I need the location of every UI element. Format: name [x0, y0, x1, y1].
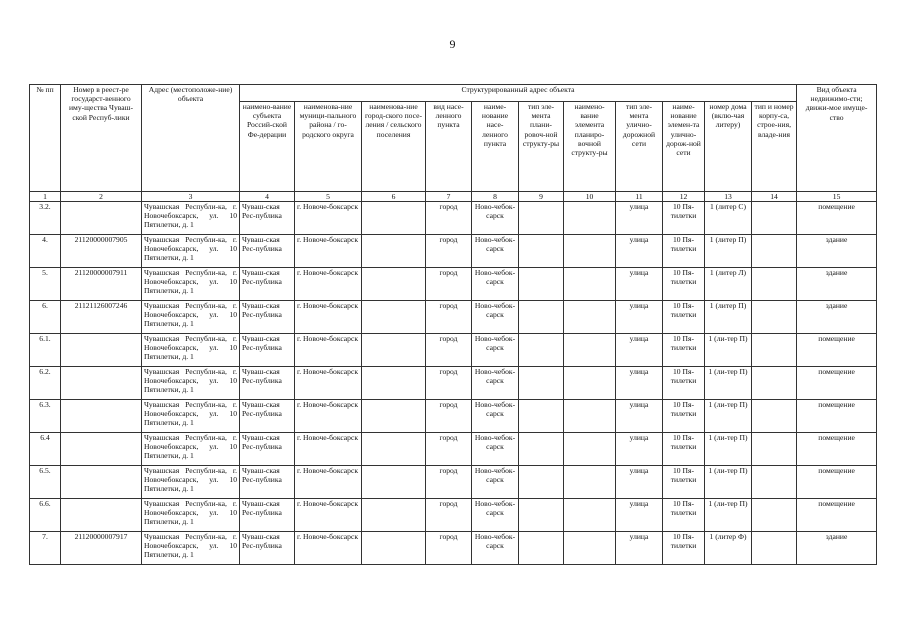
subject-name-cell: Чуваш-ская Рес-публика: [240, 202, 295, 235]
street-name-cell: 10 Пя-тилетки: [663, 466, 705, 499]
address-cell: Чувашская Республи-ка, г. Новочебоксарск, ул. 10 Пятилетки, д. 1: [142, 301, 240, 334]
table-row: [30, 202, 877, 235]
header-locality-type: вид насе-ленного пункта: [426, 102, 472, 192]
planning-name-cell: [564, 301, 616, 334]
street-type-cell: улица: [616, 334, 663, 367]
street-type-cell: улица: [616, 433, 663, 466]
header-planning-type: тип эле-мента плани-ровоч-ной структу-ры: [519, 102, 564, 192]
building-number-cell: [752, 466, 797, 499]
street-type-cell: улица: [616, 235, 663, 268]
planning-name-cell: [564, 499, 616, 532]
planning-name-cell: [564, 235, 616, 268]
settlement-name-cell: [362, 367, 426, 400]
registry-number-cell: [61, 466, 142, 499]
settlement-name-cell: [362, 268, 426, 301]
column-number: 13: [705, 192, 752, 202]
street-name-cell: 10 Пя-тилетки: [663, 433, 705, 466]
address-cell: Чувашская Республи-ка, г. Новочебоксарск, ул. 10 Пятилетки, д. 1: [142, 367, 240, 400]
street-name-cell: 10 Пя-тилетки: [663, 400, 705, 433]
page-number: 9: [449, 37, 456, 51]
subject-name-cell: Чуваш-ская Рес-публика: [240, 235, 295, 268]
table-row: [30, 433, 877, 466]
header-street-name: наиме-нование элемен-та улично-дорож-ной сети: [663, 102, 705, 192]
planning-type-cell: [519, 466, 564, 499]
building-number-cell: [752, 301, 797, 334]
header-municipal: наименова-ние муници-пального района / го-родского округа: [295, 102, 362, 192]
address-cell: Чувашская Республи-ка, г. Новочебоксарск, ул. 10 Пятилетки, д. 1: [142, 235, 240, 268]
locality-name-cell: Ново-чебок-сарск: [472, 367, 519, 400]
settlement-name-cell: [362, 334, 426, 367]
column-number: 9: [519, 192, 564, 202]
registry-number-cell: [61, 400, 142, 433]
street-name-cell: 10 Пя-тилетки: [663, 301, 705, 334]
street-name-cell: 10 Пя-тилетки: [663, 202, 705, 235]
house-number-cell: 1 (литер П): [705, 301, 752, 334]
house-number-cell: 1 (ли-тер П): [705, 367, 752, 400]
planning-type-cell: [519, 532, 564, 565]
subject-name-cell: Чуваш-ская Рес-публика: [240, 433, 295, 466]
header-locality-name: наиме-нование насе-ленного пункта: [472, 102, 519, 192]
locality-name-cell: Ново-чебок-сарск: [472, 334, 519, 367]
house-number-cell: 1 (ли-тер П): [705, 499, 752, 532]
table-row: [30, 301, 877, 334]
locality-name-cell: Ново-чебок-сарск: [472, 268, 519, 301]
street-type-cell: улица: [616, 301, 663, 334]
object-kind-cell: здание: [797, 532, 877, 565]
header-registry-number: Номер в реест-ре государст-венного иму-щества Чуваш-ской Респуб-лики: [61, 85, 142, 192]
planning-name-cell: [564, 400, 616, 433]
subject-name-cell: Чуваш-ская Рес-публика: [240, 334, 295, 367]
column-number: 10: [564, 192, 616, 202]
settlement-name-cell: [362, 301, 426, 334]
subject-name-cell: Чуваш-ская Рес-публика: [240, 499, 295, 532]
object-kind-cell: помещение: [797, 400, 877, 433]
header-building: тип и номер корпу-са, строе-ния, владе-ния: [752, 102, 797, 192]
column-number: 5: [295, 192, 362, 202]
locality-type-cell: город: [426, 499, 472, 532]
planning-name-cell: [564, 334, 616, 367]
house-number-cell: 1 (ли-тер П): [705, 400, 752, 433]
row-number-cell: 4.: [30, 235, 61, 268]
column-number: 8: [472, 192, 519, 202]
municipal-name-cell: г. Новоче-боксарск: [295, 202, 362, 235]
settlement-name-cell: [362, 202, 426, 235]
header-settlement: наименова-ние город-ского посе-ления / сельского поселения: [362, 102, 426, 192]
street-type-cell: улица: [616, 400, 663, 433]
building-number-cell: [752, 499, 797, 532]
subject-name-cell: Чуваш-ская Рес-публика: [240, 532, 295, 565]
registry-number-cell: [61, 202, 142, 235]
building-number-cell: [752, 268, 797, 301]
municipal-name-cell: г. Новоче-боксарск: [295, 532, 362, 565]
object-kind-cell: помещение: [797, 499, 877, 532]
subject-name-cell: Чуваш-ская Рес-публика: [240, 400, 295, 433]
planning-type-cell: [519, 499, 564, 532]
table-row: [30, 400, 877, 433]
column-number: 11: [616, 192, 663, 202]
street-name-cell: 10 Пя-тилетки: [663, 334, 705, 367]
planning-type-cell: [519, 433, 564, 466]
row-number-cell: 3.2.: [30, 202, 61, 235]
municipal-name-cell: г. Новоче-боксарск: [295, 499, 362, 532]
column-number: 12: [663, 192, 705, 202]
registry-number-cell: [61, 433, 142, 466]
column-number: 2: [61, 192, 142, 202]
locality-type-cell: город: [426, 367, 472, 400]
address-cell: Чувашская Республи-ка, г. Новочебоксарск, ул. 10 Пятилетки, д. 1: [142, 202, 240, 235]
table-row: [30, 334, 877, 367]
header-subject: наимено-вание субъекта Россий-ской Фе-дерации: [240, 102, 295, 192]
column-number: 3: [142, 192, 240, 202]
registry-number-cell: 21120000007917: [61, 532, 142, 565]
row-number-cell: 5.: [30, 268, 61, 301]
locality-type-cell: город: [426, 334, 472, 367]
address-cell: Чувашская Республи-ка, г. Новочебоксарск, ул. 10 Пятилетки, д. 1: [142, 532, 240, 565]
house-number-cell: 1 (литер Л): [705, 268, 752, 301]
address-cell: Чувашская Республи-ка, г. Новочебоксарск, ул. 10 Пятилетки, д. 1: [142, 334, 240, 367]
planning-type-cell: [519, 235, 564, 268]
subject-name-cell: Чуваш-ская Рес-публика: [240, 268, 295, 301]
header-structured-address: Структурированный адрес объекта: [240, 85, 797, 102]
settlement-name-cell: [362, 400, 426, 433]
address-cell: Чувашская Республи-ка, г. Новочебоксарск, ул. 10 Пятилетки, д. 1: [142, 433, 240, 466]
municipal-name-cell: г. Новоче-боксарск: [295, 400, 362, 433]
object-kind-cell: здание: [797, 235, 877, 268]
municipal-name-cell: г. Новоче-боксарск: [295, 433, 362, 466]
street-name-cell: 10 Пя-тилетки: [663, 367, 705, 400]
locality-name-cell: Ново-чебок-сарск: [472, 532, 519, 565]
house-number-cell: 1 (ли-тер П): [705, 466, 752, 499]
house-number-cell: 1 (литер П): [705, 235, 752, 268]
address-cell: Чувашская Республи-ка, г. Новочебоксарск, ул. 10 Пятилетки, д. 1: [142, 400, 240, 433]
planning-name-cell: [564, 433, 616, 466]
municipal-name-cell: г. Новоче-боксарск: [295, 334, 362, 367]
registry-number-cell: 21120000007905: [61, 235, 142, 268]
planning-type-cell: [519, 268, 564, 301]
planning-type-cell: [519, 334, 564, 367]
locality-type-cell: город: [426, 466, 472, 499]
registry-number-cell: 21121126007246: [61, 301, 142, 334]
table-row: [30, 532, 877, 565]
settlement-name-cell: [362, 433, 426, 466]
table-row: [30, 499, 877, 532]
property-register-table: [29, 84, 877, 565]
address-cell: Чувашская Республи-ка, г. Новочебоксарск, ул. 10 Пятилетки, д. 1: [142, 268, 240, 301]
building-number-cell: [752, 367, 797, 400]
building-number-cell: [752, 334, 797, 367]
address-cell: Чувашская Республи-ка, г. Новочебоксарск, ул. 10 Пятилетки, д. 1: [142, 499, 240, 532]
house-number-cell: 1 (ли-тер П): [705, 334, 752, 367]
registry-number-cell: [61, 499, 142, 532]
building-number-cell: [752, 235, 797, 268]
municipal-name-cell: г. Новоче-боксарск: [295, 367, 362, 400]
locality-name-cell: Ново-чебок-сарск: [472, 202, 519, 235]
planning-type-cell: [519, 400, 564, 433]
planning-name-cell: [564, 532, 616, 565]
row-number-cell: 7.: [30, 532, 61, 565]
house-number-cell: 1 (ли-тер П): [705, 433, 752, 466]
locality-type-cell: город: [426, 301, 472, 334]
planning-type-cell: [519, 367, 564, 400]
column-number-row: [30, 192, 877, 202]
table-row: [30, 367, 877, 400]
street-type-cell: улица: [616, 202, 663, 235]
row-number-cell: 6.1.: [30, 334, 61, 367]
municipal-name-cell: г. Новоче-боксарск: [295, 268, 362, 301]
locality-name-cell: Ново-чебок-сарск: [472, 499, 519, 532]
header-street-type: тип эле-мента улично-дорожной сети: [616, 102, 663, 192]
registry-number-cell: [61, 367, 142, 400]
building-number-cell: [752, 532, 797, 565]
column-number: 6: [362, 192, 426, 202]
street-type-cell: улица: [616, 532, 663, 565]
house-number-cell: 1 (литер С): [705, 202, 752, 235]
settlement-name-cell: [362, 235, 426, 268]
municipal-name-cell: г. Новоче-боксарск: [295, 301, 362, 334]
header-house: номер дома (вклю-чая литеру): [705, 102, 752, 192]
subject-name-cell: Чуваш-ская Рес-публика: [240, 466, 295, 499]
table-row: [30, 235, 877, 268]
settlement-name-cell: [362, 499, 426, 532]
object-kind-cell: здание: [797, 268, 877, 301]
object-kind-cell: помещение: [797, 202, 877, 235]
planning-type-cell: [519, 202, 564, 235]
object-kind-cell: здание: [797, 301, 877, 334]
locality-name-cell: Ново-чебок-сарск: [472, 235, 519, 268]
table-row: [30, 268, 877, 301]
subject-name-cell: Чуваш-ская Рес-публика: [240, 367, 295, 400]
locality-type-cell: город: [426, 235, 472, 268]
street-name-cell: 10 Пя-тилетки: [663, 532, 705, 565]
locality-name-cell: Ново-чебок-сарск: [472, 400, 519, 433]
object-kind-cell: помещение: [797, 367, 877, 400]
house-number-cell: 1 (литер Ф): [705, 532, 752, 565]
street-name-cell: 10 Пя-тилетки: [663, 268, 705, 301]
planning-name-cell: [564, 466, 616, 499]
locality-name-cell: Ново-чебок-сарск: [472, 301, 519, 334]
settlement-name-cell: [362, 532, 426, 565]
street-type-cell: улица: [616, 466, 663, 499]
table-row: [30, 466, 877, 499]
planning-type-cell: [519, 301, 564, 334]
municipal-name-cell: г. Новоче-боксарск: [295, 466, 362, 499]
row-number-cell: 6.: [30, 301, 61, 334]
registry-number-cell: 21120000007911: [61, 268, 142, 301]
header-num: № пп: [30, 85, 61, 192]
registry-number-cell: [61, 334, 142, 367]
row-number-cell: 6.3.: [30, 400, 61, 433]
street-type-cell: улица: [616, 268, 663, 301]
header-address: Адрес (местоположе-ние) объекта: [142, 85, 240, 192]
object-kind-cell: помещение: [797, 433, 877, 466]
column-number: 1: [30, 192, 61, 202]
row-number-cell: 6.5.: [30, 466, 61, 499]
planning-name-cell: [564, 268, 616, 301]
locality-type-cell: город: [426, 532, 472, 565]
column-number: 14: [752, 192, 797, 202]
subject-name-cell: Чуваш-ская Рес-публика: [240, 301, 295, 334]
building-number-cell: [752, 202, 797, 235]
street-name-cell: 10 Пя-тилетки: [663, 235, 705, 268]
building-number-cell: [752, 433, 797, 466]
header-planning-name: наимено-вание элемента планиро-вочной структу-ры: [564, 102, 616, 192]
object-kind-cell: помещение: [797, 466, 877, 499]
municipal-name-cell: г. Новоче-боксарск: [295, 235, 362, 268]
settlement-name-cell: [362, 466, 426, 499]
locality-type-cell: город: [426, 400, 472, 433]
object-kind-cell: помещение: [797, 334, 877, 367]
column-number: 4: [240, 192, 295, 202]
locality-type-cell: город: [426, 433, 472, 466]
street-name-cell: 10 Пя-тилетки: [663, 499, 705, 532]
building-number-cell: [752, 400, 797, 433]
column-number: 15: [797, 192, 877, 202]
address-cell: Чувашская Республи-ка, г. Новочебоксарск, ул. 10 Пятилетки, д. 1: [142, 466, 240, 499]
planning-name-cell: [564, 367, 616, 400]
street-type-cell: улица: [616, 499, 663, 532]
locality-name-cell: Ново-чебок-сарск: [472, 433, 519, 466]
planning-name-cell: [564, 202, 616, 235]
row-number-cell: 6.4: [30, 433, 61, 466]
street-type-cell: улица: [616, 367, 663, 400]
locality-name-cell: Ново-чебок-сарск: [472, 466, 519, 499]
row-number-cell: 6.6.: [30, 499, 61, 532]
row-number-cell: 6.2.: [30, 367, 61, 400]
locality-type-cell: город: [426, 202, 472, 235]
header-object-kind: Вид объекта недвижимо-сти; движи-мое имуще-ство: [797, 85, 877, 192]
locality-type-cell: город: [426, 268, 472, 301]
column-number: 7: [426, 192, 472, 202]
